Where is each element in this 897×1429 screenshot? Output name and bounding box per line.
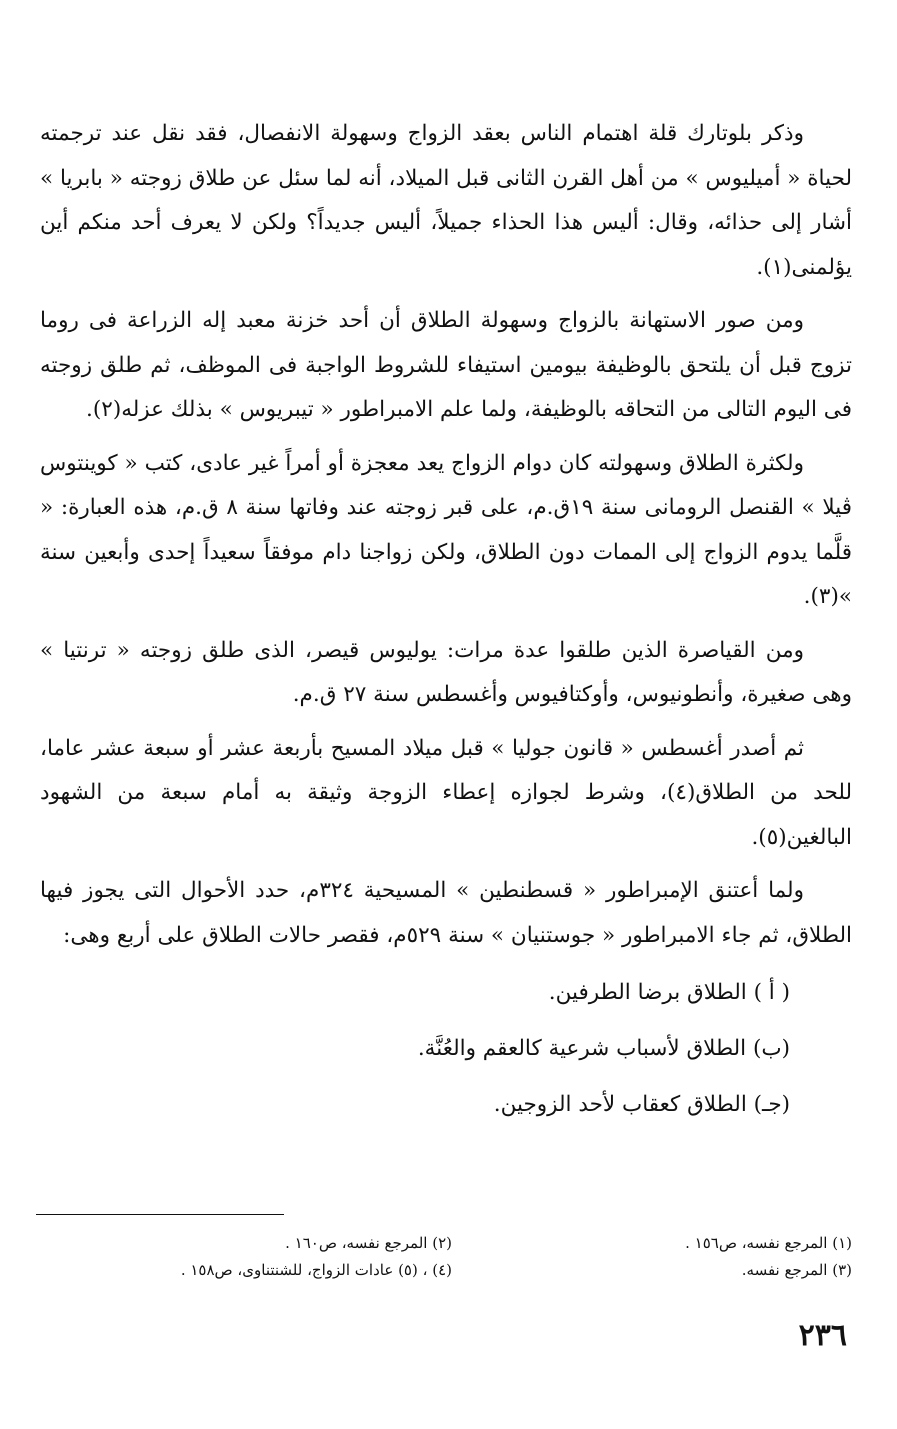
footnote: (٢) المرجع نفسه، ص١٦٠ .	[285, 1234, 452, 1252]
footnote: (١) المرجع نفسه، ص١٥٦ .	[685, 1234, 852, 1252]
footnote-row	[40, 1230, 852, 1257]
page-number: ٢٣٦	[798, 1318, 847, 1353]
list-item: ( أ ) الطلاق برضا الطرفين.	[548, 980, 790, 1005]
paragraph: ولما أعتنق الإمبراطور « قسطنطين » المسيحية ٣٢٤م، حدد الأحوال التى يجوز فيها الطلاق، ثم جاء الامبراطور « جوستنيان » سنة ٥٢٩م، فقصر حالات الطلاق على أربع وهى:	[40, 878, 852, 948]
footnote-divider	[36, 1214, 284, 1215]
paragraph: ولكثرة الطلاق وسهولته كان دوام الزواج يعد معجزة أو أمراً غير عادى، كتب « كوينتوس ڤيلا » القنصل الرومانى سنة ١٩ق.م، على قبر زوجته عند وفاتها سنة ٨ ق.م، هذه العبارة: « قلَّما يدوم الزواج إلى الممات دون الطلاق، ولكن زواجنا دام موفقاً سعيداً إحدى وأبعين سنة »(٣).	[40, 450, 852, 609]
paragraph: وذكر بلوتارك قلة اهتمام الناس بعقد الزواج وسهولة الانفصال، فقد نقل عند ترجمته لحياة « أميليوس » من أهل القرن الثانى قبل الميلاد، أنه لما سئل عن طلاق زوجته « بابريا » أشار إلى حذائه، وقال: أليس هذا الحذاء جميلاً، أليس جديداً؟ ولكن لا يعرف أحد منكم أين يؤلمنى(١).	[40, 121, 852, 280]
paragraph: ثم أصدر أغسطس « قانون جوليا » قبل ميلاد المسيح بأربعة عشر أو سبعة عشر عاما، للحد من الطلاق(٤)، وشرط لجوازه إعطاء الزوجة وثيقة به أمام سبعة من الشهود البالغين(٥).	[40, 735, 852, 850]
paragraph: ومن القياصرة الذين طلقوا عدة مرات: يوليوس قيصر، الذى طلق زوجته « ترنتيا » وهى صغيرة، وأنطونيوس، وأوكتافيوس وأغسطس سنة ٢٧ ق.م.	[40, 637, 852, 707]
list-item: (جـ) الطلاق كعقاب لأحد الزوجين.	[493, 1092, 790, 1117]
paragraph: ومن صور الاستهانة بالزواج وسهولة الطلاق أن أحد خزنة معبد إله الزراعة فى روما تزوج قبل أن يلتحق بالوظيفة بيومين استيفاء للشروط الواجبة فى الموظف، ثم طلق زوجته فى اليوم التالى من التحاقه بالوظيفة، ولما علم الامبراطور « تيبريوس » بذلك عزله(٢).	[40, 308, 852, 422]
body-text	[40, 112, 852, 1131]
footnote: (٤) ، (٥) عادات الزواج، للشنتناوى، ص١٥٨ .	[180, 1261, 452, 1279]
footnotes	[40, 1230, 852, 1284]
footnote-row	[40, 1257, 852, 1284]
footnote: (٣) المرجع نفسه.	[741, 1261, 852, 1279]
list-item: (ب) الطلاق لأسباب شرعية كالعقم والعُنَّة.	[417, 1036, 790, 1061]
